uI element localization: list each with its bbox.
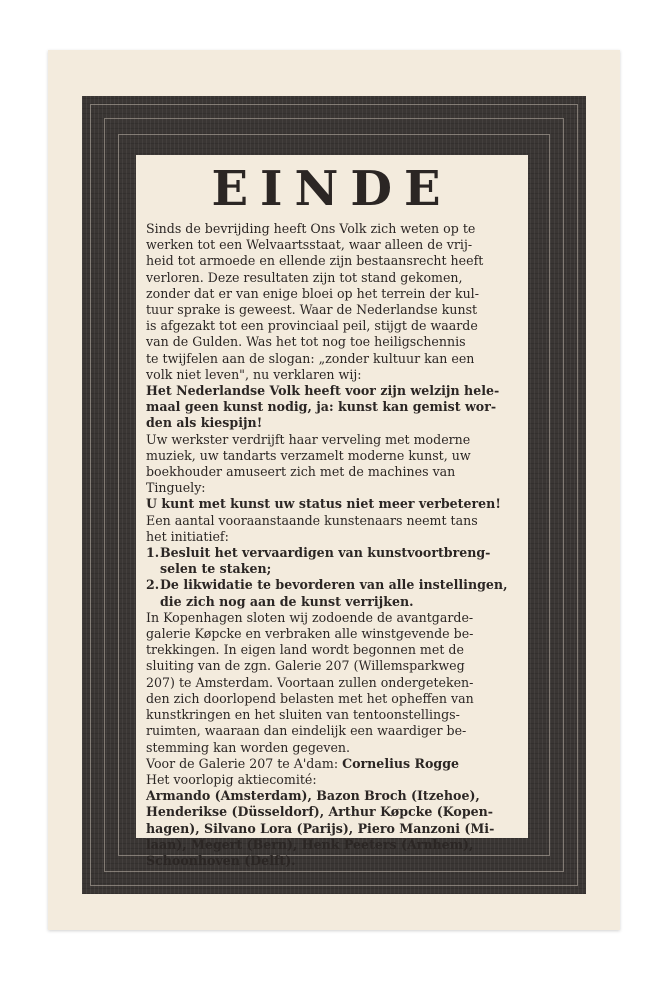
text-line: In Kopenhagen sloten wij zodoende de avantgarde- xyxy=(146,609,474,625)
list-item-1-cont: selen te staken; xyxy=(160,561,272,577)
signature-line xyxy=(146,756,526,772)
text-line: Een aantal vooraanstaande kunstenaars neemt tans xyxy=(146,512,478,528)
text-line: Tinguely: xyxy=(146,480,206,496)
text-line: kunstkringen en het sluiten van tentoonstellings- xyxy=(146,707,460,723)
manifesto-body xyxy=(146,221,526,869)
text-line: van de Gulden. Was het tot nog toe heiligschennis xyxy=(146,334,466,350)
artist-line: hagen), Silvano Lora (Parijs), Piero Manzoni (Mi- xyxy=(146,820,495,836)
list-text: De likwidatie te bevorderen van alle instellingen, xyxy=(160,577,508,593)
text-line: galerie Køpcke en verbraken alle winstgevende be- xyxy=(146,626,474,642)
text-line: Uw werkster verdrijft haar verveling met moderne xyxy=(146,431,471,447)
text-line: stemming kan worden gegeven. xyxy=(146,739,351,755)
list-item-1 xyxy=(146,545,526,561)
text-line: Het voorlopig aktiecomité: xyxy=(146,771,317,787)
list-text: Besluit het vervaardigen van kunstvoortbreng- xyxy=(160,545,491,561)
text-line: trekkingen. In eigen land wordt begonnen met de xyxy=(146,642,464,658)
list-number: 1. xyxy=(146,545,160,561)
text-line: tuur sprake is geweest. Waar de Nederlandse kunst xyxy=(146,302,478,318)
artist-line: Armando (Amsterdam), Bazon Broch (Itzehoe), xyxy=(146,788,480,804)
text-line: zonder dat er van enige bloei op het terrein der kul- xyxy=(146,285,479,301)
artist-line: Schoonhoven (Delft). xyxy=(146,852,296,868)
text-line: muziek, uw tandarts verzamelt moderne kunst, uw xyxy=(146,447,471,463)
gallery-label: Voor de Galerie 207 te A'dam: xyxy=(146,755,339,771)
list-number: 2. xyxy=(146,577,160,593)
bold-line: U kunt met kunst uw status niet meer verbeteren! xyxy=(146,496,501,512)
signatory-name: Cornelius Rogge xyxy=(342,755,460,771)
text-line: boekhouder amuseert zich met de machines van xyxy=(146,464,456,480)
text-line: is afgezakt tot een provinciaal peil, stijgt de waarde xyxy=(146,318,478,334)
text-line: den zich doorlopend belasten met het opheffen van xyxy=(146,690,474,706)
bold-line: den als kiespijn! xyxy=(146,415,263,431)
bold-line: maal geen kunst nodig, ja: kunst kan gemist wor- xyxy=(146,399,497,415)
text-line: Sinds de bevrijding heeft Ons Volk zich weten op te xyxy=(146,221,476,236)
poster-title: EINDE xyxy=(211,161,453,217)
text-panel xyxy=(136,155,528,868)
text-line: verloren. Deze resultaten zijn tot stand gekomen, xyxy=(146,269,463,285)
text-line: sluiting van de zgn. Galerie 207 (Willemsparkweg xyxy=(146,658,465,674)
list-item-2-cont: die zich nog aan de kunst verrijken. xyxy=(160,593,414,609)
text-line: ruimten, waaraan dan eindelijk een waardiger be- xyxy=(146,723,467,739)
artist-line: laan), Megert (Bern), Henk Peeters (Arnhem), xyxy=(146,836,474,852)
text-line: te twijfelen aan de slogan: „zonder kultuur kan een xyxy=(146,350,475,366)
text-line: werken tot een Welvaartsstaat, waar alleen de vrij- xyxy=(146,237,473,253)
text-line: het initiatief: xyxy=(146,528,229,544)
artist-line: Henderikse (Düsseldorf), Arthur Køpcke (Kopen- xyxy=(146,804,494,820)
text-line: heid tot armoede en ellende zijn bestaansrecht heeft xyxy=(146,253,484,269)
text-line: volk niet leven", nu verklaren wij: xyxy=(146,366,362,382)
bold-line: Het Nederlandse Volk heeft voor zijn welzijn hele- xyxy=(146,383,500,399)
list-item-2 xyxy=(146,577,526,593)
text-line: 207) te Amsterdam. Voortaan zullen ondergeteken- xyxy=(146,674,474,690)
